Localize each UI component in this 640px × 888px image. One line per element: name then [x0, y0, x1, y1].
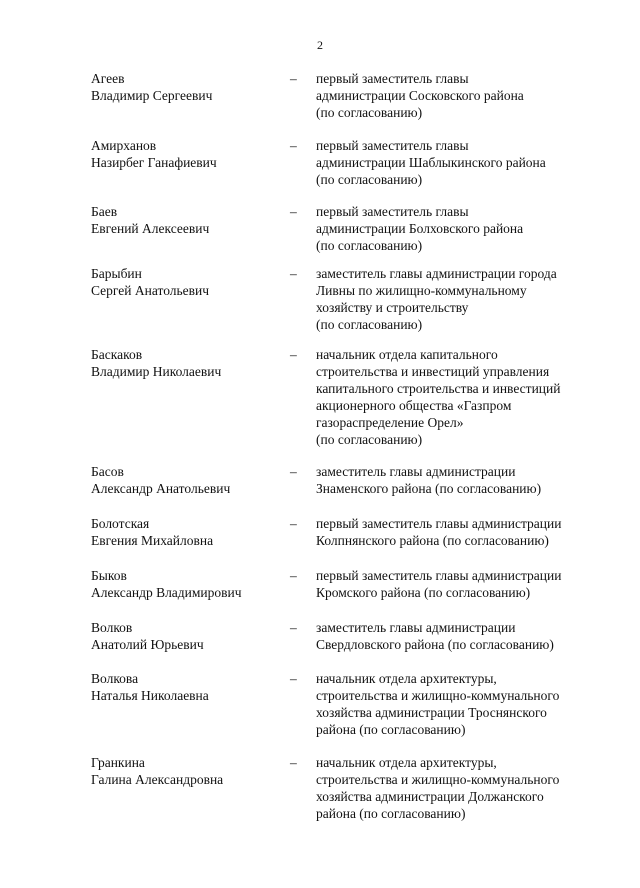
- member-given-names: Владимир Сергеевич: [91, 88, 213, 103]
- member-position: [316, 619, 616, 653]
- position-line: строительства и жилищно-коммунального: [316, 688, 560, 703]
- position-line: заместитель главы администрации: [316, 620, 516, 635]
- position-line: начальник отдела архитектуры,: [316, 671, 497, 686]
- member-surname: Гранкина: [91, 755, 145, 770]
- member-name: [91, 203, 281, 237]
- position-line: первый заместитель главы: [316, 204, 469, 219]
- member-surname: Баев: [91, 204, 118, 219]
- member-surname: Волкова: [91, 671, 139, 686]
- position-line: строительства и инвестиций управления: [316, 364, 550, 379]
- separator-dash: –: [290, 755, 297, 770]
- member-surname: Агеев: [91, 71, 125, 86]
- member-given-names: Сергей Анатольевич: [91, 283, 210, 298]
- position-line: (по согласованию): [316, 238, 423, 253]
- member-position: [316, 346, 616, 448]
- member-given-names: Евгения Михайловна: [91, 533, 214, 548]
- member-surname: Басов: [91, 464, 124, 479]
- position-line: первый заместитель главы администрации: [316, 516, 562, 531]
- member-name: [91, 463, 281, 497]
- position-line: начальник отдела капитального: [316, 347, 498, 362]
- position-line: Ливны по жилищно-коммунальному: [316, 283, 527, 298]
- member-name: [91, 265, 281, 299]
- member-surname: Баскаков: [91, 347, 143, 362]
- position-line: Колпнянского района (по согласованию): [316, 533, 549, 548]
- separator-dash: –: [290, 516, 297, 531]
- position-line: Свердловского района (по согласованию): [316, 637, 554, 652]
- separator-dash: –: [290, 71, 297, 86]
- position-line: (по согласованию): [316, 317, 423, 332]
- position-line: первый заместитель главы: [316, 138, 469, 153]
- position-line: первый заместитель главы: [316, 71, 469, 86]
- member-given-names: Александр Владимирович: [91, 585, 242, 600]
- position-line: акционерного общества «Газпром: [316, 398, 512, 413]
- member-position: [316, 137, 616, 188]
- position-line: администрации Шаблыкинского района: [316, 155, 546, 170]
- member-name: [91, 754, 281, 788]
- position-line: хозяйства администрации Должанского: [316, 789, 544, 804]
- member-position: [316, 463, 616, 497]
- member-position: [316, 754, 616, 822]
- position-line: (по согласованию): [316, 105, 423, 120]
- member-surname: Амирханов: [91, 138, 157, 153]
- position-line: (по согласованию): [316, 172, 423, 187]
- separator-dash: –: [290, 266, 297, 281]
- member-given-names: Назирбег Ганафиевич: [91, 155, 217, 170]
- separator-dash: –: [290, 464, 297, 479]
- position-line: начальник отдела архитектуры,: [316, 755, 497, 770]
- member-given-names: Евгений Алексеевич: [91, 221, 210, 236]
- member-position: [316, 70, 616, 121]
- member-surname: Барыбин: [91, 266, 142, 281]
- separator-dash: –: [290, 620, 297, 635]
- member-name: [91, 515, 281, 549]
- member-given-names: Наталья Николаевна: [91, 688, 209, 703]
- position-line: района (по согласованию): [316, 722, 466, 737]
- page-number: 2: [317, 38, 323, 52]
- member-name: [91, 619, 281, 653]
- member-given-names: Анатолий Юрьевич: [91, 637, 204, 652]
- position-line: капитального строительства и инвестиций: [316, 381, 561, 396]
- position-line: района (по согласованию): [316, 806, 466, 821]
- separator-dash: –: [290, 671, 297, 686]
- member-surname: Волков: [91, 620, 133, 635]
- position-line: заместитель главы администрации: [316, 464, 516, 479]
- position-line: администрации Болховского района: [316, 221, 524, 236]
- member-name: [91, 346, 281, 380]
- member-name: [91, 70, 281, 104]
- position-line: хозяйству и строительству: [316, 300, 469, 315]
- member-given-names: Александр Анатольевич: [91, 481, 231, 496]
- position-line: хозяйства администрации Троснянского: [316, 705, 547, 720]
- separator-dash: –: [290, 347, 297, 362]
- member-surname: Быков: [91, 568, 127, 583]
- position-line: (по согласованию): [316, 432, 423, 447]
- member-name: [91, 670, 281, 704]
- member-position: [316, 567, 616, 601]
- member-name: [91, 567, 281, 601]
- separator-dash: –: [290, 568, 297, 583]
- position-line: Знаменского района (по согласованию): [316, 481, 542, 496]
- position-line: газораспределение Орел»: [316, 415, 464, 430]
- member-given-names: Галина Александровна: [91, 772, 224, 787]
- member-position: [316, 670, 616, 738]
- member-position: [316, 265, 616, 333]
- position-line: администрации Сосковского района: [316, 88, 524, 103]
- member-name: [91, 137, 281, 171]
- member-surname: Болотская: [91, 516, 150, 531]
- position-line: Кромского района (по согласованию): [316, 585, 531, 600]
- separator-dash: –: [290, 138, 297, 153]
- member-position: [316, 203, 616, 254]
- separator-dash: –: [290, 204, 297, 219]
- member-given-names: Владимир Николаевич: [91, 364, 222, 379]
- position-line: первый заместитель главы администрации: [316, 568, 562, 583]
- position-line: строительства и жилищно-коммунального: [316, 772, 560, 787]
- position-line: заместитель главы администрации города: [316, 266, 557, 281]
- member-position: [316, 515, 616, 549]
